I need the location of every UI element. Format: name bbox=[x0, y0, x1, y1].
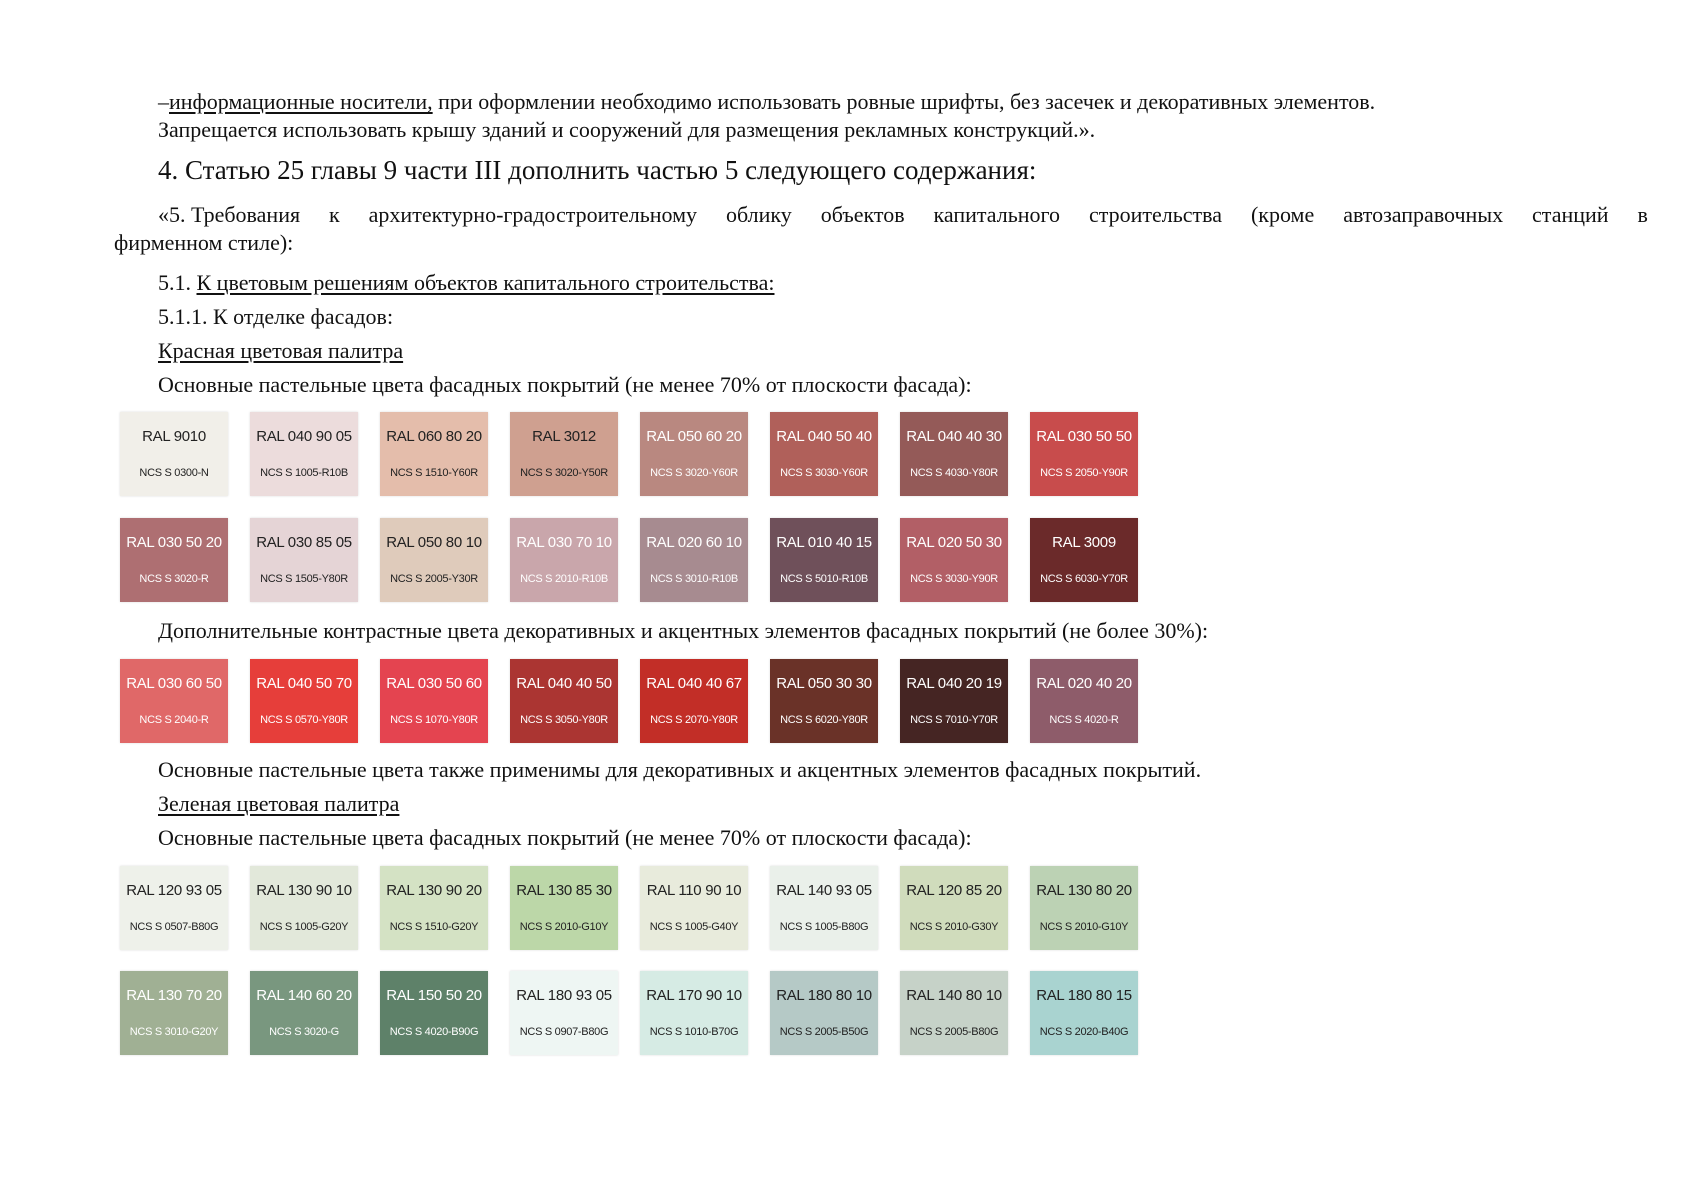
ncs-code: NCS S 0570-Y80R bbox=[260, 714, 348, 726]
ncs-code: NCS S 2010-R10B bbox=[520, 573, 608, 585]
info-carriers-text: при оформлении необходимо использовать ровные шрифты, без засечек и декоративных элементов. bbox=[432, 89, 1376, 114]
ncs-code: NCS S 6020-Y80R bbox=[780, 714, 868, 726]
ral-code: RAL 180 93 05 bbox=[516, 987, 612, 1004]
color-swatch bbox=[510, 518, 618, 602]
color-swatch bbox=[1030, 518, 1138, 602]
ncs-code: NCS S 3010-G20Y bbox=[129, 1026, 219, 1038]
color-swatch bbox=[250, 971, 358, 1055]
ral-code: RAL 140 93 05 bbox=[776, 882, 872, 899]
ral-code: RAL 130 70 20 bbox=[126, 987, 222, 1004]
ral-code: RAL 030 50 20 bbox=[126, 534, 222, 551]
ncs-code: NCS S 1005-G40Y bbox=[649, 921, 739, 933]
ral-code: RAL 180 80 10 bbox=[776, 987, 872, 1004]
roof-prohibition-line: Запрещается использовать крышу зданий и сооружений для размещения рекламных конструкций.». bbox=[158, 117, 1096, 142]
subsection-title: К цветовым решениям объектов капитального строительства: bbox=[196, 270, 775, 295]
ral-code: RAL 030 70 10 bbox=[516, 534, 612, 551]
color-swatch bbox=[770, 518, 878, 602]
color-swatch bbox=[380, 518, 488, 602]
color-swatch bbox=[380, 412, 488, 496]
paragraph-word: архитектурно-градостроительному bbox=[368, 202, 698, 227]
color-swatch bbox=[380, 866, 488, 950]
color-swatch bbox=[900, 412, 1008, 496]
subsection-number: 5.1. bbox=[158, 270, 197, 295]
ncs-code: NCS S 1510-G20Y bbox=[389, 921, 479, 933]
color-swatch bbox=[640, 518, 748, 602]
paragraph-word: «5. Требования bbox=[158, 202, 301, 227]
color-swatch bbox=[640, 659, 748, 743]
ral-code: RAL 040 40 67 bbox=[646, 675, 742, 692]
color-swatch bbox=[380, 971, 488, 1055]
ncs-code: NCS S 2005-Y30R bbox=[390, 573, 478, 585]
ncs-code: NCS S 3020-Y60R bbox=[650, 467, 738, 479]
color-swatch bbox=[900, 971, 1008, 1055]
paragraph-word: строительства bbox=[1088, 202, 1223, 227]
ncs-code: NCS S 3020-G bbox=[269, 1026, 339, 1038]
ral-code: RAL 030 50 50 bbox=[1036, 428, 1132, 445]
color-swatch bbox=[250, 659, 358, 743]
paragraph-word: станций bbox=[1532, 202, 1609, 227]
color-swatch bbox=[120, 866, 228, 950]
ncs-code: NCS S 3030-Y60R bbox=[780, 467, 868, 479]
ral-code: RAL 020 60 10 bbox=[646, 534, 742, 551]
ral-code: RAL 150 50 20 bbox=[386, 987, 482, 1004]
ral-code: RAL 040 90 05 bbox=[256, 428, 352, 445]
color-swatch bbox=[640, 866, 748, 950]
ncs-code: NCS S 3010-R10B bbox=[650, 573, 738, 585]
ral-code: RAL 030 85 05 bbox=[256, 534, 352, 551]
section-heading: 4. Статью 25 главы 9 части III дополнить частью 5 следующего содержания: bbox=[158, 155, 1037, 185]
ral-code: RAL 120 85 20 bbox=[906, 882, 1002, 899]
ral-code: RAL 050 60 20 bbox=[646, 428, 742, 445]
ral-code: RAL 140 80 10 bbox=[906, 987, 1002, 1004]
ral-code: RAL 110 90 10 bbox=[646, 882, 742, 899]
paragraph-word: к bbox=[329, 202, 340, 227]
ral-code: RAL 040 50 40 bbox=[776, 428, 872, 445]
red-palette-title: Красная цветовая палитра bbox=[158, 338, 404, 363]
ral-code: RAL 040 40 30 bbox=[906, 428, 1002, 445]
ral-code: RAL 170 90 10 bbox=[646, 987, 742, 1004]
ncs-code: NCS S 2010-G10Y bbox=[519, 921, 609, 933]
ncs-code: NCS S 1070-Y80R bbox=[390, 714, 478, 726]
list-dash: – bbox=[158, 89, 169, 114]
ral-code: RAL 130 90 20 bbox=[386, 882, 482, 899]
subsection-5-1-1: 5.1.1. К отделке фасадов: bbox=[158, 304, 394, 329]
color-swatch bbox=[1030, 412, 1138, 496]
ral-code: RAL 3012 bbox=[532, 428, 596, 445]
paragraph-word: автозаправочных bbox=[1343, 202, 1504, 227]
ncs-code: NCS S 1005-B80G bbox=[779, 921, 869, 933]
color-swatch bbox=[640, 412, 748, 496]
ncs-code: NCS S 1005-R10B bbox=[260, 467, 348, 479]
ncs-code: NCS S 2040-R bbox=[139, 714, 209, 726]
ral-code: RAL 130 85 30 bbox=[516, 882, 612, 899]
green-main-pastel-caption: Основные пастельные цвета фасадных покрытий (не менее 70% от плоскости фасада): bbox=[158, 825, 972, 850]
ral-code: RAL 010 40 15 bbox=[776, 534, 872, 551]
ncs-code: NCS S 1010-B70G bbox=[649, 1026, 739, 1038]
subsection-5-1 bbox=[158, 269, 774, 297]
red-additional-caption: Дополнительные контрастные цвета декоративных и акцентных элементов фасадных покрытий (не более 30%): bbox=[158, 618, 1209, 643]
color-swatch bbox=[900, 659, 1008, 743]
ral-code: RAL 040 20 19 bbox=[906, 675, 1002, 692]
ral-code: RAL 020 50 30 bbox=[906, 534, 1002, 551]
ral-code: RAL 030 60 50 bbox=[126, 675, 222, 692]
color-swatch bbox=[510, 971, 618, 1055]
ncs-code: NCS S 5010-R10B bbox=[780, 573, 868, 585]
ncs-code: NCS S 3050-Y80R bbox=[520, 714, 608, 726]
ral-code: RAL 040 40 50 bbox=[516, 675, 612, 692]
color-swatch bbox=[250, 866, 358, 950]
ral-code: RAL 9010 bbox=[142, 428, 206, 445]
requirements-paragraph-line2: фирменном стиле): bbox=[114, 230, 294, 255]
ral-code: RAL 050 80 10 bbox=[386, 534, 482, 551]
ral-code: RAL 3009 bbox=[1052, 534, 1116, 551]
color-swatch bbox=[770, 412, 878, 496]
color-swatch bbox=[640, 971, 748, 1055]
color-swatch bbox=[770, 971, 878, 1055]
info-carriers-line bbox=[158, 88, 1375, 116]
ncs-code: NCS S 0507-B80G bbox=[129, 921, 219, 933]
color-swatch bbox=[120, 659, 228, 743]
paragraph-word: капитального bbox=[933, 202, 1061, 227]
color-swatch bbox=[120, 412, 228, 496]
ncs-code: NCS S 3030-Y90R bbox=[910, 573, 998, 585]
color-swatch bbox=[510, 866, 618, 950]
ncs-code: NCS S 2005-B80G bbox=[909, 1026, 999, 1038]
ncs-code: NCS S 2005-B50G bbox=[779, 1026, 869, 1038]
color-swatch bbox=[900, 518, 1008, 602]
ral-code: RAL 030 50 60 bbox=[386, 675, 482, 692]
color-swatch bbox=[120, 971, 228, 1055]
ncs-code: NCS S 2070-Y80R bbox=[650, 714, 738, 726]
color-swatch bbox=[380, 659, 488, 743]
paragraph-word: в bbox=[1637, 202, 1648, 227]
ncs-code: NCS S 0300-N bbox=[139, 467, 209, 479]
requirements-paragraph bbox=[114, 201, 1648, 257]
ncs-code: NCS S 3020-Y50R bbox=[520, 467, 608, 479]
ncs-code: NCS S 1005-G20Y bbox=[259, 921, 349, 933]
ral-code: RAL 020 40 20 bbox=[1036, 675, 1132, 692]
ral-code: RAL 130 80 20 bbox=[1036, 882, 1132, 899]
ncs-code: NCS S 4020-R bbox=[1049, 714, 1119, 726]
ncs-code: NCS S 2010-G10Y bbox=[1039, 921, 1129, 933]
ral-code: RAL 180 80 15 bbox=[1036, 987, 1132, 1004]
paragraph-word: (кроме bbox=[1250, 202, 1315, 227]
pastel-also-note: Основные пастельные цвета также применимы для декоративных и акцентных элементов фасадных покрытий. bbox=[158, 757, 1202, 782]
color-swatch bbox=[250, 412, 358, 496]
red-main-pastel-caption: Основные пастельные цвета фасадных покрытий (не менее 70% от плоскости фасада): bbox=[158, 372, 972, 397]
info-carriers-term: информационные носители, bbox=[169, 89, 433, 114]
ral-code: RAL 050 30 30 bbox=[776, 675, 872, 692]
color-swatch bbox=[250, 518, 358, 602]
ncs-code: NCS S 2020-B40G bbox=[1039, 1026, 1129, 1038]
color-swatch bbox=[1030, 866, 1138, 950]
ncs-code: NCS S 2050-Y90R bbox=[1040, 467, 1128, 479]
ncs-code: NCS S 1505-Y80R bbox=[260, 573, 348, 585]
color-swatch bbox=[510, 412, 618, 496]
color-swatch bbox=[770, 659, 878, 743]
green-palette-title: Зеленая цветовая палитра bbox=[158, 791, 400, 816]
ncs-code: NCS S 4030-Y80R bbox=[910, 467, 998, 479]
paragraph-word: облику bbox=[725, 202, 792, 227]
color-swatch bbox=[900, 866, 1008, 950]
color-swatch bbox=[1030, 659, 1138, 743]
ral-code: RAL 040 50 70 bbox=[256, 675, 352, 692]
ral-code: RAL 140 60 20 bbox=[256, 987, 352, 1004]
ral-code: RAL 130 90 10 bbox=[256, 882, 352, 899]
color-swatch bbox=[120, 518, 228, 602]
ncs-code: NCS S 7010-Y70R bbox=[910, 714, 998, 726]
ncs-code: NCS S 0907-B80G bbox=[519, 1026, 609, 1038]
color-swatch bbox=[1030, 971, 1138, 1055]
paragraph-word: объектов bbox=[820, 202, 905, 227]
ral-code: RAL 120 93 05 bbox=[126, 882, 222, 899]
ncs-code: NCS S 3020-R bbox=[139, 573, 209, 585]
ral-code: RAL 060 80 20 bbox=[386, 428, 482, 445]
ncs-code: NCS S 6030-Y70R bbox=[1040, 573, 1128, 585]
ncs-code: NCS S 2010-G30Y bbox=[909, 921, 999, 933]
ncs-code: NCS S 1510-Y60R bbox=[390, 467, 478, 479]
color-swatch bbox=[770, 866, 878, 950]
color-swatch bbox=[510, 659, 618, 743]
requirements-paragraph-line1 bbox=[114, 201, 1648, 229]
ncs-code: NCS S 4020-B90G bbox=[389, 1026, 479, 1038]
